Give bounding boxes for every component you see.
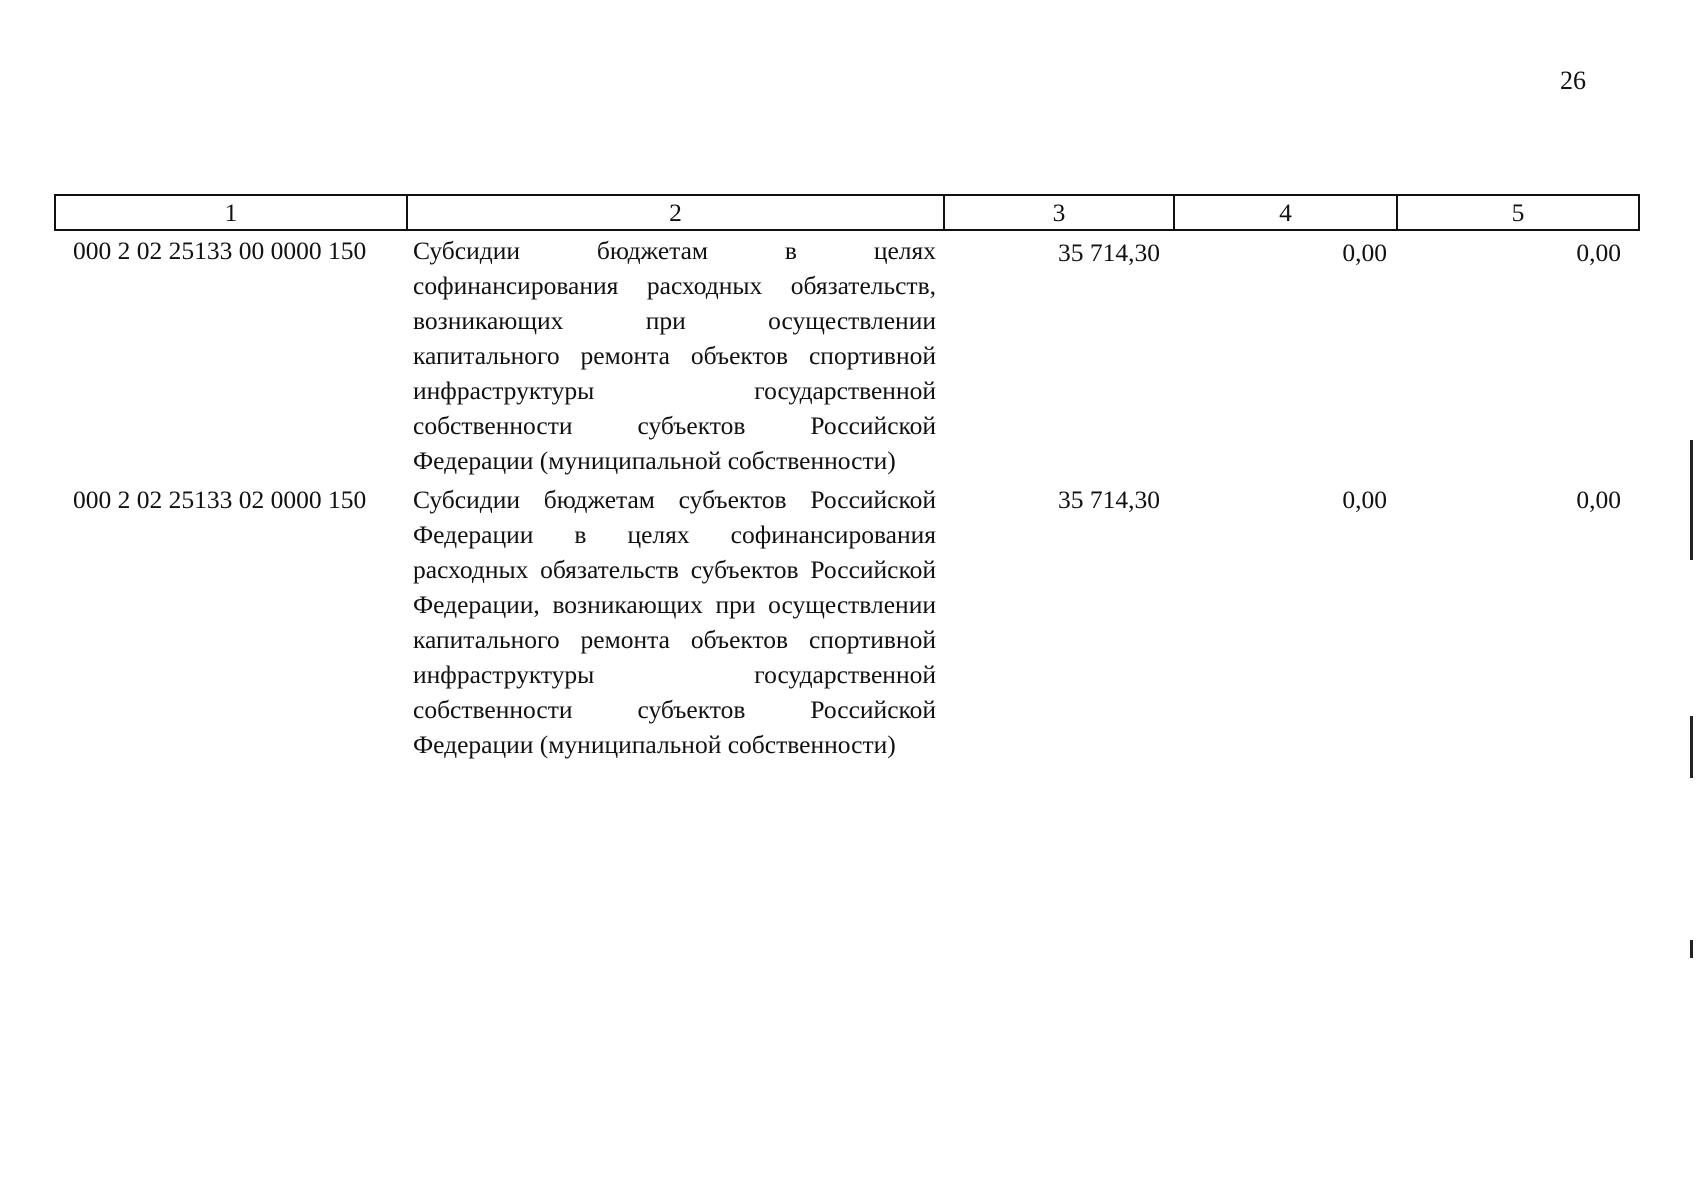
page-number: 26 <box>1560 66 1586 95</box>
header-col-3: 3 <box>944 195 1174 230</box>
budget-code: 000 2 02 25133 00 0000 150 <box>73 236 367 265</box>
header-row <box>55 195 1639 230</box>
table-row <box>55 230 1639 478</box>
budget-code: 000 2 02 25133 02 0000 150 <box>73 485 367 514</box>
header-col-5: 5 <box>1397 195 1639 230</box>
scan-edge-mark <box>1690 440 1693 560</box>
amount-col-4: 0,00 <box>1342 238 1387 267</box>
income-description: Субсидии бюджетам в целях софинансирования расходных обязательств, возникающих при осуществлении капитального ремонта объектов спортивной инфраструктуры государственной собственности субъектов Российской Федерации (муниципальной собственности) <box>413 236 936 475</box>
amount-col-3: 35 714,30 <box>1058 238 1160 267</box>
header-col-2: 2 <box>407 195 944 230</box>
income-description: Субсидии бюджетам субъектов Российской Федерации в целях софинансирования расходных обязательств субъектов Российской Федерации, возникающих при осуществлении капитального ремонта объектов спортивной инфраструктуры государственной собственности субъектов Российской Федерации (муниципальной собственности) <box>413 485 936 759</box>
table-row <box>55 478 1639 762</box>
amount-col-3: 35 714,30 <box>1058 485 1160 514</box>
budget-table <box>54 194 1640 762</box>
amount-col-5: 0,00 <box>1576 485 1621 514</box>
header-col-4: 4 <box>1174 195 1397 230</box>
scan-edge-mark <box>1690 940 1693 958</box>
scan-edge-mark <box>1690 716 1693 778</box>
amount-col-5: 0,00 <box>1576 238 1621 267</box>
header-col-1: 1 <box>55 195 407 230</box>
amount-col-4: 0,00 <box>1342 485 1387 514</box>
